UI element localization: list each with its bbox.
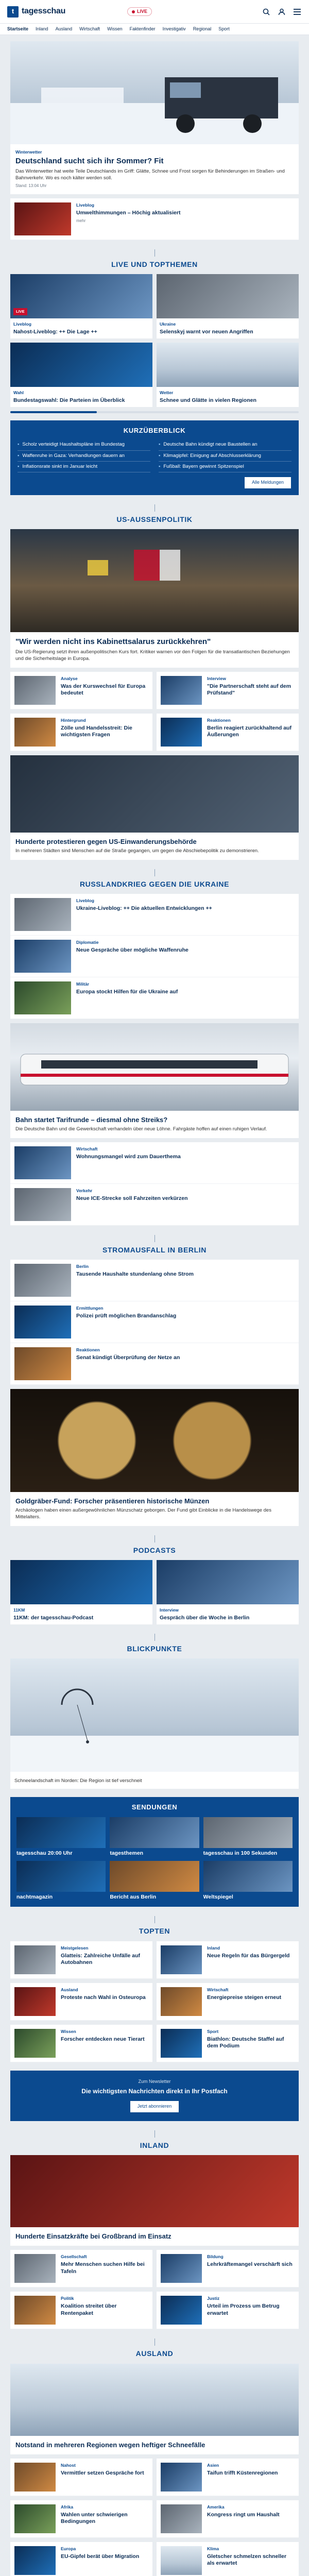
article-kicker: Bildung xyxy=(207,2254,224,2260)
article-headline[interactable]: Urteil im Prozess um Betrug erwartet xyxy=(207,2303,280,2316)
kurzueberblick-box xyxy=(10,420,299,495)
us-lead-teaser: Die US-Regierung setzt ihren außenpolitischen Kurs fort. Kritiker warnen vor den Folgen für die transatlantischen Beziehungen und die Sicherheitslage in Europa. xyxy=(15,649,290,662)
menu-icon[interactable] xyxy=(293,7,302,16)
sub-lead-kicker: Liveblog xyxy=(76,202,94,208)
topten-item[interactable] xyxy=(157,1941,299,1979)
ausland-item[interactable] xyxy=(157,2542,299,2576)
nav-item-ausland[interactable]: Ausland xyxy=(55,26,73,31)
topthemen-image[interactable] xyxy=(157,343,299,387)
list-item-label: ▪ Fußball: Bayern gewinnt Spitzenspiel xyxy=(163,463,244,469)
nav-item-wissen[interactable]: Wissen xyxy=(107,26,123,31)
train-image[interactable] xyxy=(10,1023,299,1111)
article-kicker: Politik xyxy=(61,2296,74,2301)
article-thumb[interactable] xyxy=(14,1987,56,2016)
scrollbar-thumb[interactable] xyxy=(10,411,97,413)
article-headline[interactable]: Was der Kurswechsel für Europa bedeutet xyxy=(61,683,146,696)
us-politik-item[interactable] xyxy=(157,672,299,709)
article-headline[interactable]: Zölle und Handelsstreit: Die wichtigsten Fragen xyxy=(61,724,132,738)
section-title-inland: INLAND xyxy=(10,2121,299,2150)
search-icon[interactable] xyxy=(262,7,271,16)
berlin-item[interactable] xyxy=(10,1301,299,1343)
article-kicker: Wirtschaft xyxy=(207,1987,229,1992)
lead-meta: Stand: 13:04 Uhr xyxy=(15,183,47,189)
train-teaser: Die Deutsche Bahn und die Gewerkschaft verhandeln über neue Löhne. Fahrgäste hoffen auf einen ruhigen Verlauf. xyxy=(15,1126,267,1132)
nav-item-wirtschaft[interactable]: Wirtschaft xyxy=(79,26,100,31)
ausland-lead-article[interactable] xyxy=(10,2364,299,2454)
section-title-berlin: STROMAUSFALL IN BERLIN xyxy=(10,1226,299,1255)
article-kicker: Inland xyxy=(207,1945,220,1951)
topten-item[interactable] xyxy=(10,2025,152,2062)
topten-item[interactable] xyxy=(10,1941,152,1979)
list-item-label: ▪ Deutsche Bahn kündigt neue Baustellen an xyxy=(163,442,258,448)
gold-image[interactable] xyxy=(10,1389,299,1492)
article-thumb[interactable] xyxy=(14,1146,71,1179)
ukraine-item[interactable] xyxy=(10,894,299,936)
inland-lead-image[interactable] xyxy=(10,2155,299,2227)
ausland-item[interactable] xyxy=(157,2500,299,2538)
podcast-item[interactable] xyxy=(10,1560,152,1624)
sendung-item[interactable] xyxy=(16,1817,106,1857)
topten-item[interactable] xyxy=(10,1983,152,2021)
lead-image[interactable] xyxy=(10,41,299,144)
list-item[interactable] xyxy=(159,451,291,462)
inland-item[interactable] xyxy=(10,2250,152,2287)
list-item[interactable] xyxy=(18,462,150,472)
topthemen-image[interactable] xyxy=(10,343,152,387)
topthemen-headline[interactable]: Bundestagswahl: Die Parteien im Überblick xyxy=(13,397,125,404)
article-kicker: Sport xyxy=(207,2028,219,2034)
header-icons xyxy=(262,7,302,16)
ukraine-more-item[interactable] xyxy=(10,1184,299,1226)
article-headline[interactable]: Mehr Menschen suchen Hilfe bei Tafeln xyxy=(61,2261,145,2275)
article-thumb[interactable] xyxy=(14,1306,71,1338)
section-title-podcasts: PODCASTS xyxy=(10,1526,299,1555)
article-headline[interactable]: Kongress ringt um Haushalt xyxy=(207,2511,280,2518)
all-news-button[interactable]: Alle Meldungen xyxy=(244,477,291,489)
sendungen-box xyxy=(10,1797,299,1907)
article-kicker: Gesellschaft xyxy=(61,2254,87,2260)
article-kicker: Reaktionen xyxy=(207,717,231,723)
nav-item-sport[interactable]: Sport xyxy=(218,26,230,31)
article-thumb[interactable] xyxy=(161,2546,202,2575)
topten-grid xyxy=(10,1941,299,2062)
article-headline[interactable]: Tausende Haushalte stundenlang ohne Strom xyxy=(76,1271,194,1278)
us-politik-item[interactable] xyxy=(10,714,152,751)
article-headline[interactable]: Taifun trifft Küstenregionen xyxy=(207,2469,278,2476)
article-kicker: Verkehr xyxy=(76,1188,93,1193)
topthemen-scrollbar[interactable] xyxy=(10,411,299,413)
article-headline[interactable]: Proteste nach Wahl in Osteuropa xyxy=(61,1994,146,2001)
us-politik-grid xyxy=(10,672,299,751)
topthemen-kicker: Ukraine xyxy=(160,321,176,327)
inland-lead-article[interactable] xyxy=(10,2155,299,2246)
section-title-topten: TOPTEN xyxy=(10,1907,299,1936)
article-thumb[interactable] xyxy=(14,1945,56,1974)
inland-item[interactable] xyxy=(10,2292,152,2329)
article-kicker: Wirtschaft xyxy=(76,1146,98,1151)
article-thumb[interactable] xyxy=(14,718,56,747)
article-headline[interactable]: Neue Regeln für das Bürgergeld xyxy=(207,1952,290,1959)
article-headline[interactable]: Glatteis: Zahlreiche Unfälle auf Autobahnen xyxy=(61,1952,141,1965)
inland-item[interactable] xyxy=(157,2250,299,2287)
list-item-label: ▪ Klimagipfel: Einigung auf Abschlusserklärung xyxy=(163,452,261,459)
main-content xyxy=(10,41,299,2576)
section-title-ausland: AUSLAND xyxy=(10,2329,299,2358)
lead-article[interactable] xyxy=(10,41,299,194)
article-kicker: Berlin xyxy=(76,1264,89,1269)
sub-lead-article[interactable] xyxy=(10,198,299,240)
podcasts-grid xyxy=(10,1560,299,1624)
sendung-item[interactable] xyxy=(16,1861,106,1901)
sendung-label[interactable]: Weltspiegel xyxy=(203,1894,233,1901)
article-thumb[interactable] xyxy=(14,2254,56,2283)
train-article[interactable] xyxy=(10,1023,299,1138)
article-headline[interactable]: Vermittler setzen Gespräche fort xyxy=(61,2469,144,2476)
article-thumb[interactable] xyxy=(161,2296,202,2325)
sendung-thumb[interactable] xyxy=(16,1817,106,1848)
ukraine-more-list xyxy=(10,1142,299,1226)
article-headline[interactable]: Neue ICE-Strecke soll Fahrzeiten verkürzen xyxy=(76,1195,188,1201)
us-lead-image[interactable] xyxy=(10,529,299,632)
section-title-topthemen: LIVE UND TOPTHEMEN xyxy=(10,240,299,269)
us-second-headline[interactable]: Hunderte protestieren gegen US-Einwanderungsbehörde xyxy=(15,837,197,845)
article-thumb[interactable] xyxy=(161,676,202,705)
topthemen-grid xyxy=(10,274,299,407)
ausland-item[interactable] xyxy=(10,2459,152,2496)
sendung-label[interactable]: nachtmagazin xyxy=(16,1894,53,1901)
berlin-item[interactable] xyxy=(10,1260,299,1301)
article-kicker: Wissen xyxy=(61,2028,76,2034)
sendung-item[interactable] xyxy=(110,1861,199,1901)
inland-item[interactable] xyxy=(157,2292,299,2329)
sendung-label[interactable]: tagesschau 20:00 Uhr xyxy=(16,1850,73,1857)
sendung-label[interactable]: tagesthemen xyxy=(110,1850,144,1857)
lead-teaser: Das Winterwetter hat weite Teile Deutschlands im Griff: Glätte, Schnee und Frost sorgen für Behinderungen im Straßen- und Bahnverkehr. Wo es noch kälter werden soll. xyxy=(15,168,285,181)
nav-item-inland[interactable]: Inland xyxy=(36,26,48,31)
article-headline[interactable]: Ukraine-Liveblog: ++ Die aktuellen Entwicklungen ++ xyxy=(76,905,212,911)
article-thumb[interactable] xyxy=(14,1188,71,1221)
topthemen-headline[interactable]: Selenskyj warnt vor neuen Angriffen xyxy=(160,329,253,335)
blickpunkte-image[interactable] xyxy=(10,1658,299,1772)
article-kicker: Analyse xyxy=(61,675,78,681)
ausland-grid xyxy=(10,2459,299,2576)
berlin-item[interactable] xyxy=(10,1343,299,1385)
nav-item-faktenfinder[interactable]: Faktenfinder xyxy=(129,26,156,31)
lead-kicker: Winterwetter xyxy=(15,149,42,155)
article-thumb[interactable] xyxy=(14,1264,71,1297)
list-item-label: ▪ Scholz verteidigt Haushaltspläne im Bundestag xyxy=(22,442,125,448)
article-thumb[interactable] xyxy=(14,898,71,931)
topthemen-item[interactable] xyxy=(157,274,299,338)
article-kicker: Asien xyxy=(207,2462,219,2468)
article-headline[interactable]: Biathlon: Deutsche Staffel auf dem Podium xyxy=(207,2036,284,2049)
gold-article[interactable] xyxy=(10,1389,299,1526)
article-kicker: Meistgelesen xyxy=(61,1945,89,1951)
list-item[interactable] xyxy=(159,462,291,472)
topthemen-item[interactable] xyxy=(10,343,152,407)
site-header xyxy=(0,0,309,24)
section-title-ukraine: RUSSLANDKRIEG GEGEN DIE UKRAINE xyxy=(10,860,299,889)
us-lead-headline[interactable]: "Wir werden nicht ins Kabinettsalarus zurückkehren" xyxy=(15,637,211,647)
sendung-thumb[interactable] xyxy=(110,1817,199,1848)
topthemen-kicker: Liveblog xyxy=(13,321,31,327)
podcast-headline[interactable]: 11KM: der tagesschau-Podcast xyxy=(13,1615,94,1621)
article-kicker: Interview xyxy=(207,675,226,681)
list-item-label: ▪ Waffenruhe in Gaza: Verhandlungen dauern an xyxy=(22,452,125,459)
article-thumb[interactable] xyxy=(161,2463,202,2492)
live-dot-icon xyxy=(132,10,135,13)
nav-item-investigativ[interactable]: Investigativ xyxy=(162,26,186,31)
ausland-lead-headline[interactable]: Notstand in mehreren Regionen wegen heftiger Schneefälle xyxy=(15,2441,205,2449)
article-headline[interactable]: Energiepreise steigen erneut xyxy=(207,1994,282,2001)
nav-item-startseite[interactable]: Startseite xyxy=(7,26,29,31)
article-headline[interactable]: Europa stockt Hilfen für die Ukraine auf xyxy=(76,988,178,995)
us-politik-item[interactable] xyxy=(157,714,299,751)
section-title-kurzueberblick: KURZÜBERBLICK xyxy=(123,427,186,435)
article-headline[interactable]: Neue Gespräche über mögliche Waffenruhe xyxy=(76,946,188,953)
podcast-image[interactable] xyxy=(10,1560,152,1604)
sendung-item[interactable] xyxy=(203,1817,293,1857)
article-thumb[interactable] xyxy=(161,2504,202,2533)
podcast-kicker: Interview xyxy=(160,1607,179,1613)
sub-lead-meta[interactable]: mehr xyxy=(76,218,86,223)
article-thumb[interactable] xyxy=(14,676,56,705)
article-headline[interactable]: Berlin reagiert zurückhaltend auf Äußerungen xyxy=(207,724,291,738)
article-thumb[interactable] xyxy=(161,2029,202,2058)
article-headline[interactable]: Wahlen unter schwierigen Bedingungen xyxy=(61,2511,128,2524)
section-title-blickpunkte: BLICKPUNKTE xyxy=(10,1624,299,1653)
article-thumb[interactable] xyxy=(14,2296,56,2325)
section-title-us-politik: US-AUSSENPOLITIK xyxy=(10,495,299,524)
ukraine-more-item[interactable] xyxy=(10,1142,299,1184)
list-item[interactable] xyxy=(18,439,150,450)
article-kicker: Klima xyxy=(207,2546,219,2551)
sendung-item[interactable] xyxy=(203,1861,293,1901)
ukraine-item[interactable] xyxy=(10,936,299,977)
logo-text[interactable]: tagesschau xyxy=(22,7,66,16)
gold-headline[interactable]: Goldgräber-Fund: Forscher präsentieren historische Münzen xyxy=(15,1497,210,1505)
list-item[interactable] xyxy=(159,439,291,450)
article-kicker: Diplomatie xyxy=(76,939,99,945)
list-item[interactable] xyxy=(18,451,150,462)
topten-item[interactable] xyxy=(157,1983,299,2021)
sendung-label[interactable]: tagesschau in 100 Sekunden xyxy=(203,1850,278,1857)
topthemen-image[interactable] xyxy=(10,274,152,318)
podcast-headline[interactable]: Gespräch über die Woche in Berlin xyxy=(160,1615,250,1621)
newsletter-box xyxy=(10,2071,299,2121)
live-badge: LIVE xyxy=(13,308,27,315)
us-second-image[interactable] xyxy=(10,755,299,833)
article-kicker: Liveblog xyxy=(76,897,94,903)
article-thumb[interactable] xyxy=(14,2029,56,2058)
article-kicker: Ausland xyxy=(61,1987,78,1992)
article-kicker: Hintergrund xyxy=(61,717,86,723)
blickpunkte-caption: Schneelandschaft im Norden: Die Region ist tief verschneit xyxy=(14,1778,142,1784)
article-thumb[interactable] xyxy=(14,940,71,973)
article-kicker: Militär xyxy=(76,981,90,987)
article-headline[interactable]: Senat kündigt Überprüfung der Netze an xyxy=(76,1354,180,1361)
article-headline[interactable]: Polizei prüft möglichen Brandanschlag xyxy=(76,1313,177,1319)
us-second-article[interactable] xyxy=(10,755,299,860)
sendung-label[interactable]: Bericht aus Berlin xyxy=(110,1894,157,1901)
gold-teaser: Archäologen haben einen außergewöhnlichen Münzschatz geborgen. Der Fund gibt Einblicke in die Handelswege des Mittelalters. xyxy=(15,1507,271,1520)
logo-mark[interactable]: t xyxy=(7,6,19,18)
article-headline[interactable]: "Die Partnerschaft steht auf dem Prüfstand" xyxy=(207,683,291,696)
topthemen-image[interactable] xyxy=(157,274,299,318)
live-button[interactable] xyxy=(127,7,152,16)
list-item-label: ▪ Inflationsrate sinkt im Januar leicht xyxy=(22,463,98,469)
nav-item-regional[interactable]: Regional xyxy=(193,26,212,31)
topthemen-item[interactable] xyxy=(10,274,152,338)
sendungen-grid xyxy=(16,1817,293,1901)
ausland-item[interactable] xyxy=(10,2542,152,2576)
article-headline[interactable]: Lehrkräftemangel verschärft sich xyxy=(207,2261,293,2268)
blickpunkte-gallery[interactable] xyxy=(10,1658,299,1789)
article-kicker: Amerika xyxy=(207,2504,225,2510)
us-lead-article[interactable] xyxy=(10,529,299,667)
article-kicker: Europa xyxy=(61,2546,76,2551)
article-kicker: Reaktionen xyxy=(76,1347,100,1353)
article-headline[interactable]: EU-Gipfel berät über Migration xyxy=(61,2553,140,2560)
podcast-kicker: 11KM xyxy=(13,1607,25,1613)
newsletter-headline: Die wichtigsten Nachrichten direkt in Ihr Postfach xyxy=(81,2088,228,2095)
article-headline[interactable]: Koalition streitet über Rentenpaket xyxy=(61,2303,117,2316)
topten-item[interactable] xyxy=(157,2025,299,2062)
sendung-thumb[interactable] xyxy=(110,1861,199,1892)
article-headline[interactable]: Forscher entdecken neue Tierart xyxy=(61,2036,145,2042)
sub-lead-thumb[interactable] xyxy=(14,202,71,235)
article-thumb[interactable] xyxy=(161,718,202,747)
kurzueberblick-list xyxy=(18,439,291,472)
newsletter-label: Zum Newsletter xyxy=(138,2078,171,2084)
podcast-item[interactable] xyxy=(157,1560,299,1624)
topthemen-headline[interactable]: Nahost-Liveblog: ++ Die Lage ++ xyxy=(13,329,97,335)
sendung-thumb[interactable] xyxy=(203,1861,293,1892)
article-thumb[interactable] xyxy=(14,2463,56,2492)
ukraine-list xyxy=(10,894,299,1019)
inland-grid xyxy=(10,2250,299,2329)
us-second-teaser: In mehreren Städten sind Menschen auf die Straße gegangen, um gegen die Abschiebepolitik zu demonstrieren. xyxy=(15,848,259,854)
us-politik-item[interactable] xyxy=(10,672,152,709)
newsletter-subscribe-button[interactable]: Jetzt abonnieren xyxy=(130,2100,180,2113)
sendung-thumb[interactable] xyxy=(16,1861,106,1892)
topthemen-kicker: Wahl xyxy=(13,390,24,396)
article-thumb[interactable] xyxy=(14,1347,71,1380)
article-headline[interactable]: Gletscher schmelzen schneller als erwartet xyxy=(207,2553,287,2566)
article-thumb[interactable] xyxy=(161,2254,202,2283)
topthemen-item[interactable] xyxy=(157,343,299,407)
article-thumb[interactable] xyxy=(161,1945,202,1974)
ausland-item[interactable] xyxy=(157,2459,299,2496)
live-label: LIVE xyxy=(137,8,148,14)
main-nav xyxy=(0,24,309,35)
ausland-lead-image[interactable] xyxy=(10,2364,299,2436)
ukraine-item[interactable] xyxy=(10,977,299,1019)
article-thumb[interactable] xyxy=(14,2504,56,2533)
article-kicker: Nahost xyxy=(61,2462,76,2468)
ausland-item[interactable] xyxy=(10,2500,152,2538)
article-kicker: Ermittlungen xyxy=(76,1306,104,1311)
article-kicker: Justiz xyxy=(207,2296,220,2301)
train-headline[interactable]: Bahn startet Tarifrunde – diesmal ohne Streiks? xyxy=(15,1115,168,1124)
user-icon[interactable] xyxy=(277,7,286,16)
podcast-image[interactable] xyxy=(157,1560,299,1604)
sendung-item[interactable] xyxy=(110,1817,199,1857)
article-kicker: Afrika xyxy=(61,2504,74,2510)
inland-lead-headline[interactable]: Hunderte Einsatzkräfte bei Großbrand im Einsatz xyxy=(15,2232,171,2241)
berlin-list xyxy=(10,1260,299,1385)
article-thumb[interactable] xyxy=(161,1987,202,2016)
sub-lead-headline[interactable]: Umwelthimmungen – Höchig aktualisiert xyxy=(76,209,181,216)
topthemen-kicker: Wetter xyxy=(160,390,174,396)
lead-headline[interactable]: Deutschland sucht sich ihr Sommer? Fit xyxy=(15,157,164,166)
article-headline[interactable]: Wohnungsmangel wird zum Dauerthema xyxy=(76,1153,181,1160)
article-thumb[interactable] xyxy=(14,981,71,1014)
article-thumb[interactable] xyxy=(14,2546,56,2575)
topthemen-headline[interactable]: Schnee und Glätte in vielen Regionen xyxy=(160,397,256,404)
section-title-sendungen: SENDUNGEN xyxy=(131,1803,178,1811)
sendung-thumb[interactable] xyxy=(203,1817,293,1848)
